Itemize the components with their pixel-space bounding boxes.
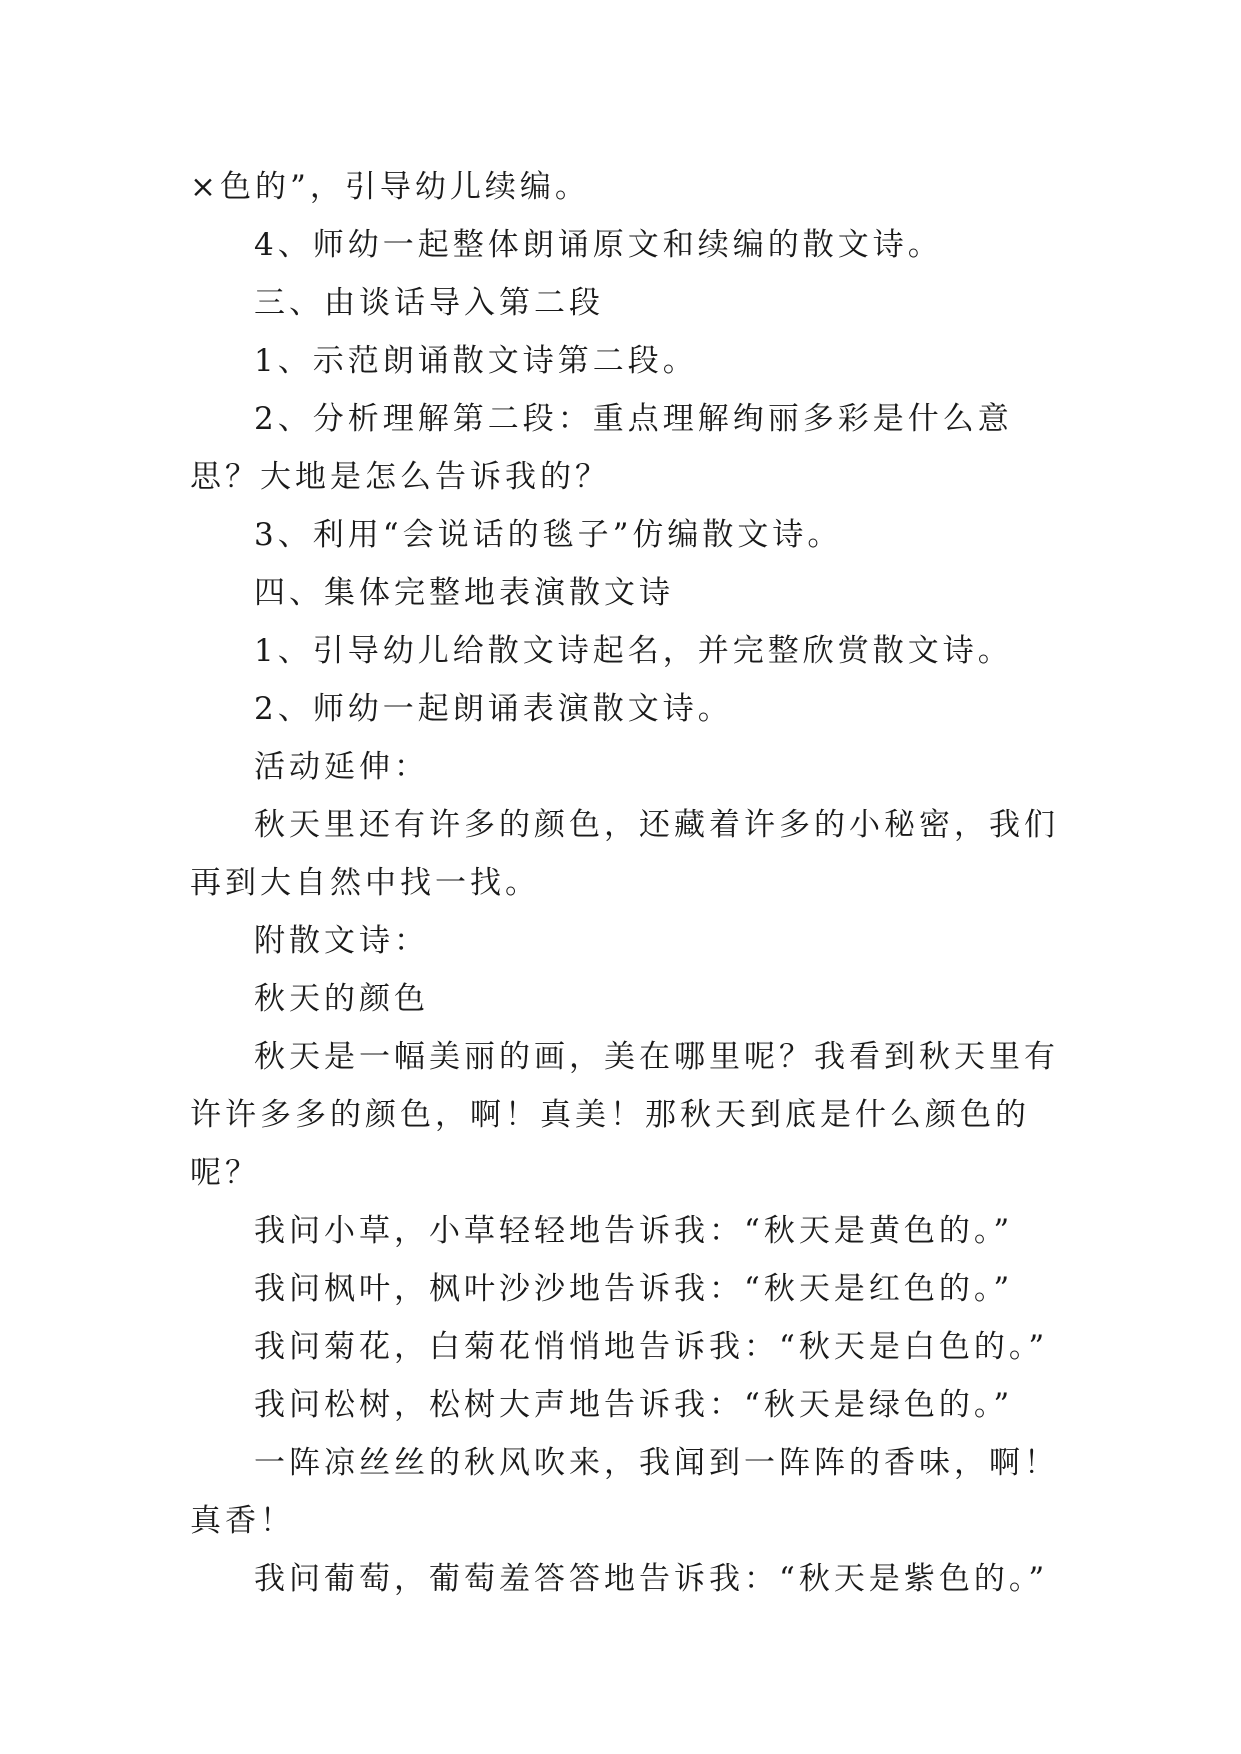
poem-title: 秋天的颜色 bbox=[254, 981, 429, 1017]
section-heading: 活动延伸： bbox=[254, 749, 429, 785]
poem-paragraph: 我问松树，松树大声地告诉我：“秋天是绿色的。” bbox=[254, 1387, 1014, 1423]
paragraph: 1、示范朗诵散文诗第二段。 bbox=[254, 343, 698, 379]
poem-paragraph: 我问枫叶，枫叶沙沙地告诉我：“秋天是红色的。” bbox=[254, 1271, 1014, 1307]
poem-paragraph: 我问菊花，白菊花悄悄地告诉我：“秋天是白色的。” bbox=[254, 1329, 1049, 1365]
document-body bbox=[190, 158, 1060, 1608]
paragraph: 秋天里还有许多的颜色，还藏着许多的小秘密，我们再到大自然中找一找。 bbox=[190, 807, 1059, 901]
section-heading: 附散文诗： bbox=[254, 923, 429, 959]
poem-paragraph: 秋天是一幅美丽的画，美在哪里呢？我看到秋天里有许许多多的颜色，啊！真美！那秋天到底是什么颜色的呢？ bbox=[190, 1039, 1059, 1191]
section-heading: 四、集体完整地表演散文诗 bbox=[254, 575, 674, 611]
paragraph: 4、师幼一起整体朗诵原文和续编的散文诗。 bbox=[254, 227, 943, 263]
poem-paragraph: 我问小草，小草轻轻地告诉我：“秋天是黄色的。” bbox=[254, 1213, 1014, 1249]
paragraph: 3、利用“会说话的毯子”仿编散文诗。 bbox=[254, 517, 843, 553]
section-heading: 三、由谈话导入第二段 bbox=[254, 285, 604, 321]
paragraph: 2、师幼一起朗诵表演散文诗。 bbox=[254, 691, 733, 727]
paragraph: ×色的”，引导幼儿续编。 bbox=[190, 169, 590, 205]
poem-paragraph: 我问葡萄，葡萄羞答答地告诉我：“秋天是紫色的。” bbox=[254, 1561, 1049, 1597]
paragraph: 1、引导幼儿给散文诗起名，并完整欣赏散文诗。 bbox=[254, 633, 1013, 669]
paragraph: 2、分析理解第二段：重点理解绚丽多彩是什么意思？大地是怎么告诉我的？ bbox=[190, 401, 1013, 495]
poem-paragraph: 一阵凉丝丝的秋风吹来，我闻到一阵阵的香味，啊！真香！ bbox=[190, 1445, 1059, 1539]
